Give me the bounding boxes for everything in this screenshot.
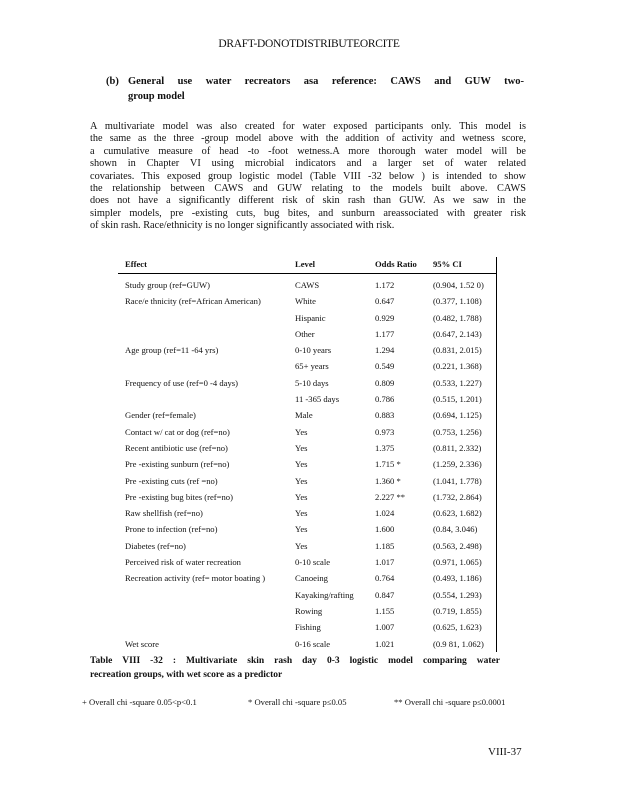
cell-odds-ratio: 1.155 (375, 605, 395, 616)
cell-effect: Raw shellfish (ref=no) (125, 508, 203, 519)
cell-effect: Age group (ref=11 -64 yrs) (125, 345, 219, 356)
cell-effect: Wet score (125, 638, 159, 649)
table-row (118, 293, 496, 309)
cell-ci: (0.533, 1.227) (433, 377, 482, 388)
table-row (118, 505, 496, 521)
cell-odds-ratio: 0.786 (375, 394, 395, 405)
cell-ci: (0.811, 2.332) (433, 442, 482, 453)
page-number: VIII-37 (488, 746, 522, 758)
cell-effect: Study group (ref=GUW) (125, 280, 211, 290)
caption-line2: recreation groups, with wet score as a predictor (90, 670, 283, 680)
cell-level: 11 -365 days (295, 394, 340, 405)
table-row (118, 440, 496, 456)
cell-ci: (0.515, 1.201) (433, 394, 482, 405)
cell-ci: (0.753, 1.256) (433, 426, 482, 437)
cell-level: CAWS (295, 280, 320, 290)
table-row (118, 603, 496, 619)
cell-level: 0-10 years (295, 345, 332, 356)
cell-level: Yes (295, 459, 308, 470)
cell-odds-ratio: 0.847 (375, 589, 395, 600)
paragraph-line: shown in Chapter VI using microbial indicators and a larger set of water related (90, 158, 526, 170)
cell-odds-ratio: 1.375 (375, 442, 395, 453)
body-paragraph (90, 121, 526, 233)
footnote-double-star: ** Overall chi -square p≤0.0001 (394, 697, 506, 707)
cell-effect: Recent antibiotic use (ref=no) (125, 442, 228, 453)
section-title-line2: group model (128, 91, 185, 102)
cell-ci: (0.84, 3.046) (433, 524, 478, 535)
table-row (118, 587, 496, 603)
cell-odds-ratio: 0.764 (375, 573, 395, 584)
cell-ci: (0.563, 2.498) (433, 540, 482, 551)
paragraph-line: of skin rash. Race/ethnicity is no longer significantly associated with risk. (90, 220, 395, 232)
table-row (118, 407, 496, 423)
table-row (118, 538, 496, 554)
table-row (118, 310, 496, 326)
table-row (118, 391, 496, 407)
cell-level: 5-10 days (295, 377, 329, 388)
cell-odds-ratio: 1.185 (375, 540, 395, 551)
cell-level: Yes (295, 508, 308, 519)
cell-level: Canoeing (295, 573, 328, 584)
cell-ci: (0.904, 1.52 0) (433, 280, 484, 290)
table-row (118, 489, 496, 505)
table-row (118, 636, 496, 652)
header-effect: Effect (125, 259, 147, 269)
cell-effect: Gender (ref=female) (125, 410, 196, 421)
table-row (118, 456, 496, 472)
cell-level: 65+ years (295, 361, 329, 372)
table-row (118, 424, 496, 440)
cell-level: Male (295, 410, 313, 421)
table-row (118, 473, 496, 489)
table-row (118, 554, 496, 570)
cell-odds-ratio: 0.973 (375, 426, 395, 437)
cell-odds-ratio: 1.177 (375, 328, 395, 339)
table-row (118, 358, 496, 374)
table-body (118, 274, 496, 652)
cell-level: Fishing (295, 622, 321, 633)
cell-level: Other (295, 328, 315, 339)
footnote-plus: + Overall chi -square 0.05<p<0.1 (82, 697, 197, 707)
header-odds-ratio: Odds Ratio (375, 259, 417, 269)
paragraph-line: the same as the three -group model above with the addition of activity and wetness score, (90, 133, 526, 145)
cell-level: Yes (295, 426, 308, 437)
cell-ci: (1.041, 1.778) (433, 475, 482, 486)
odds-ratio-table (118, 259, 496, 652)
cell-ci: (0.625, 1.623) (433, 622, 482, 633)
cell-odds-ratio: 1.021 (375, 638, 395, 649)
cell-odds-ratio: 1.360 * (375, 475, 401, 486)
cell-effect: Pre -existing cuts (ref =no) (125, 475, 218, 486)
cell-odds-ratio: 0.883 (375, 410, 395, 421)
cell-level: Yes (295, 491, 308, 502)
cell-odds-ratio: 1.017 (375, 557, 395, 568)
table-row (118, 619, 496, 635)
cell-ci: (0.831, 2.015) (433, 345, 482, 356)
cell-odds-ratio: 0.647 (375, 296, 395, 307)
cell-effect: Perceived risk of water recreation (125, 557, 241, 568)
cell-odds-ratio: 1.715 * (375, 459, 401, 470)
cell-ci: (0.623, 1.682) (433, 508, 482, 519)
cell-ci: (0.482, 1.788) (433, 312, 482, 323)
cell-odds-ratio: 1.172 (375, 280, 395, 290)
table-row (118, 521, 496, 537)
table-caption (90, 654, 500, 682)
cell-level: 0-10 scale (295, 557, 331, 568)
cell-ci: (0.493, 1.186) (433, 573, 482, 584)
cell-ci: (0.9 81, 1.062) (433, 638, 484, 649)
cell-odds-ratio: 0.929 (375, 312, 395, 323)
section-title-line1: General use water recreators asa reference: CAWS and GUW two- (128, 76, 524, 87)
cell-ci: (0.694, 1.125) (433, 410, 482, 421)
cell-effect: Pre -existing sunburn (ref=no) (125, 459, 230, 470)
cell-odds-ratio: 1.024 (375, 508, 395, 519)
header-level: Level (295, 259, 316, 269)
cell-odds-ratio: 2.227 ** (375, 491, 406, 502)
cell-effect: Pre -existing bug bites (ref=no) (125, 491, 233, 502)
header-ci: 95% CI (433, 259, 462, 269)
paragraph-line: the relationship between CAWS and GUW relating to the models built above. CAWS (90, 183, 526, 195)
section-number: (b) (106, 76, 119, 87)
table-row (118, 342, 496, 358)
cell-level: Yes (295, 540, 308, 551)
cell-ci: (1.259, 2.336) (433, 459, 482, 470)
cell-level: White (295, 296, 316, 307)
cell-ci: (0.647, 2.143) (433, 328, 482, 339)
cell-effect: Recreation activity (ref= motor boating ) (125, 573, 266, 584)
cell-ci: (1.732, 2.864) (433, 491, 482, 502)
cell-effect: Race/e thnicity (ref=African American) (125, 296, 261, 307)
table-row (118, 277, 496, 293)
cell-level: Hispanic (295, 312, 326, 323)
cell-ci: (0.719, 1.855) (433, 605, 482, 616)
cell-effect: Contact w/ cat or dog (ref=no) (125, 426, 230, 437)
cell-effect: Frequency of use (ref=0 -4 days) (125, 377, 238, 388)
paragraph-line: A multivariate model was also created for water exposed participants only. This model is (90, 121, 526, 132)
cell-ci: (0.377, 1.108) (433, 296, 482, 307)
cell-level: Yes (295, 475, 308, 486)
cell-effect: Diabetes (ref=no) (125, 540, 186, 551)
cell-odds-ratio: 0.549 (375, 361, 395, 372)
cell-odds-ratio: 1.294 (375, 345, 395, 356)
cell-level: Yes (295, 442, 308, 453)
paragraph-line: simpler models, pre -existing cuts, bug bites, and sunburn areassociated with greater risk (90, 207, 526, 219)
cell-effect: Prone to infection (ref=no) (125, 524, 218, 535)
cell-level: Kayaking/rafting (295, 589, 354, 600)
cell-level: Yes (295, 524, 308, 535)
cell-odds-ratio: 1.007 (375, 622, 395, 633)
table-row (118, 326, 496, 342)
footnote-star: * Overall chi -square p≤0.05 (248, 697, 347, 707)
cell-odds-ratio: 1.600 (375, 524, 395, 535)
paragraph-line: does not have a significantly different risk of skin rash than GUW. As we saw in the (90, 195, 526, 207)
cell-level: Rowing (295, 605, 323, 616)
paragraph-line: covariates. This exposed group logistic model (Table VIII -32 below ) is intended to show (90, 170, 526, 182)
cell-odds-ratio: 0.809 (375, 377, 395, 388)
table-header-row (118, 259, 496, 274)
cell-ci: (0.971, 1.065) (433, 557, 482, 568)
table-right-border (496, 257, 497, 652)
cell-ci: (0.221, 1.368) (433, 361, 482, 372)
caption-line1: Table VIII -32 : Multivariate skin rash day 0-3 logistic model comparing water (90, 656, 500, 666)
table-row (118, 375, 496, 391)
paragraph-line: a cumulative measure of head -to -foot wetness.A more thorough water model will be (90, 145, 526, 157)
table-row (118, 570, 496, 586)
draft-header: DRAFT-DONOTDISTRIBUTEORCITE (218, 38, 400, 50)
cell-level: 0-16 scale (295, 638, 331, 649)
cell-ci: (0.554, 1.293) (433, 589, 482, 600)
